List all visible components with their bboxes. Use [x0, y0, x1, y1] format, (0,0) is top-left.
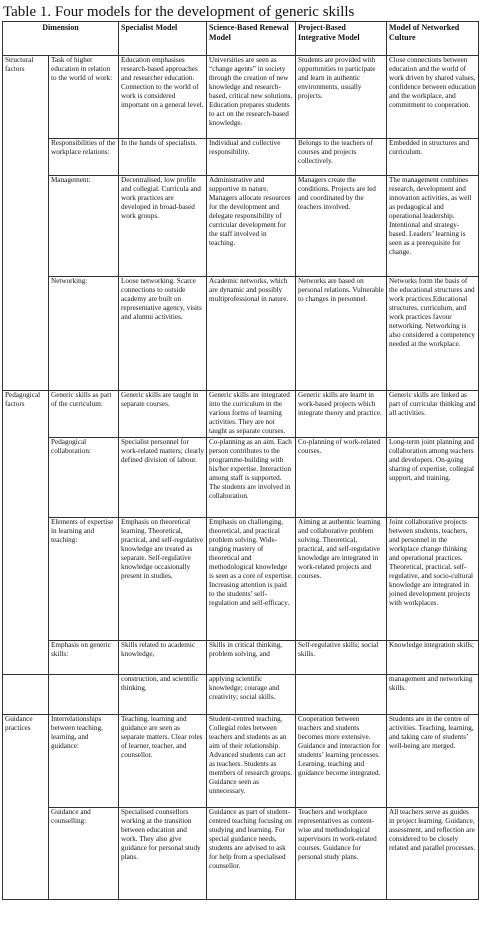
cell: In the hands of specialists.	[119, 139, 207, 176]
cell: Belongs to the teachers of courses and projects collectively.	[296, 139, 387, 176]
table-row	[3, 714, 479, 807]
header-science-based-renewal-model: Science-Based Renewal Model	[207, 22, 296, 56]
table-row	[3, 56, 479, 139]
cell: Education emphasises research-based approaches and researcher education. Connection to the world of work is considered important on a general level.	[119, 56, 207, 139]
cell: Emphasis on challenging, theoretical, and practical problem solving. Wide-ranging mastery of theoretical and methodological knowledge is seen as a core of expertise. Increasing attention is paid to the students’ self-regulation and self-efficacy.	[207, 518, 296, 641]
table-row	[3, 518, 479, 641]
models-table	[2, 21, 479, 900]
cell: Managers create the conditions. Projects are led and coordinated by the teachers involved.	[296, 176, 387, 277]
table-row	[3, 438, 479, 518]
header-row	[3, 22, 479, 56]
row-aspect: Interrelationships between teaching, learning, and guidance:	[49, 714, 119, 807]
cell: Generic skills are integrated into the curriculum in the various forms of learning activities. They are not taught as separate courses.	[207, 391, 296, 438]
cell: Student-centred teaching. Collegial roles between teachers and students as an aim of their relationship. Advanced students can act as teachers. Students as members of research groups. Guidance seen as unnecessary.	[207, 714, 296, 807]
group-label-guidance: Guidance practices	[3, 714, 49, 807]
row-aspect: Emphasis on generic skills:	[49, 641, 119, 668]
cell: Loose networking. Scarce connections to outside academy are built on representative agency, visits and alumni activities.	[119, 277, 207, 391]
table-row	[3, 641, 479, 668]
cell: Decentralised, low profile and collegial. Curricula and work practices are developed in broad-based work groups.	[119, 176, 207, 277]
header-specialist-model: Specialist Model	[119, 22, 207, 56]
table-row	[3, 277, 479, 391]
cell: Networks form the basis of the educational structures and work practices.Educational structures, curriculum, and work practices favour networking. Networking is also considered a competency needed at the workplace.	[387, 277, 479, 391]
cell: Embedded in structures and curriculum.	[387, 139, 479, 176]
cell: Close connections between education and the world of work driven by shared values, confidence between education and the workplace, and commitment to cooperation.	[387, 56, 479, 139]
cell: Long-term joint planning and collaboration among teachers and developers. On-going sharing of expertise, collegial support, and training.	[387, 438, 479, 518]
group-label-structural: Structural factors	[3, 56, 49, 139]
cell: Generic skills are learnt in work-based projects which integrate theory and practice.	[296, 391, 387, 438]
row-aspect: Networking:	[49, 277, 119, 391]
cell: construction, and scientific thinking.	[119, 674, 207, 714]
row-aspect: Generic skills as part of the curriculum:	[49, 391, 119, 438]
cell: Specialised counsellors working at the transition between education and work. They also give guidance for personal study plans.	[119, 807, 207, 899]
cell: All teachers serve as guides in project learning. Guidance, assessment, and reflection are considered to be closely related and parallel processes.	[387, 807, 479, 899]
cell: Generic skills are linked as part of curricular thinking and all activities.	[387, 391, 479, 438]
cell: Specialist personnel for work-related matters; clearly defined division of labour.	[119, 438, 207, 518]
cell: Teaching, learning and guidance are seen as separate matters. Clear roles of learner, teacher, and counsellor.	[119, 714, 207, 807]
cell: Generic skills are taught in separate courses.	[119, 391, 207, 438]
cell: Academic networks, which are dynamic and possibly multiprofessional in nature.	[207, 277, 296, 391]
table-row	[3, 391, 479, 438]
cell: Skills in critical thinking, problem solving, and	[207, 641, 296, 668]
header-project-based-integrative-model: Project-Based Integrative Model	[296, 22, 387, 56]
cell: The management combines research, development and innovation activities, as well as pedagogical and operational leadership. Intentional and strategy-based. Leaders’ learning is seen as a prerequisite for change.	[387, 176, 479, 277]
cell: management and networking skills.	[387, 674, 479, 714]
cell: Teachers and workplace representatives as content-wise and methodological supervisors in work-related courses. Guidance for personal study plans.	[296, 807, 387, 899]
cell: Self-regulative skills; social skills.	[296, 641, 387, 668]
table-row	[3, 807, 479, 899]
row-aspect: Pedagogical collaboration:	[49, 438, 119, 518]
table-row	[3, 139, 479, 176]
cell: Knowledge integration skills;	[387, 641, 479, 668]
cell: Universities are seen as “change agents” in society through the creation of new knowledge and research-based, critical new solutions. Education prepares students to act on the research-based knowledge.	[207, 56, 296, 139]
cell: applying scientific knowledge; courage and creativity; social skills.	[207, 674, 296, 714]
cell: Co-planning of work-related courses.	[296, 438, 387, 518]
cell: Individual and collective responsibility.	[207, 139, 296, 176]
row-aspect: Management:	[49, 176, 119, 277]
cell: Skills related to academic knowledge,	[119, 641, 207, 668]
header-dimension: Dimension	[3, 22, 119, 56]
cell	[296, 674, 387, 714]
row-aspect: Elements of expertise in learning and teaching:	[49, 518, 119, 641]
cell: Joint collaborative projects between students, teachers, and personnel in the workplace change thinking and operational practices. Theoretical, practical, self-regulative, and socio-cultural knowledge are integrated in joined development projects with workplaces.	[387, 518, 479, 641]
cell: Students are provided with opportunities to participate and learn in authentic environments, usually projects.	[296, 56, 387, 139]
cell: Guidance as part of student-centred teaching focusing on studying and learning. For special guidance needs, students are advised to ask for help from a specialised counsellor.	[207, 807, 296, 899]
cell: Networks are based on personal relations. Vulnerable to changes in personnel.	[296, 277, 387, 391]
cell: Students are in the centre of activities. Teaching, learning, and taking care of students’ well-being are merged.	[387, 714, 479, 807]
cell: Emphasis on theoretical learning. Theoretical, practical, and self-regulative knowledge are treated as separate. Self-regulative knowledge occasionally present in studies.	[119, 518, 207, 641]
row-aspect: Guidance and counselling:	[49, 807, 119, 899]
row-aspect: Responsibilities of the workplace relations:	[49, 139, 119, 176]
cell: Aiming at authentic learning and collaborative problem solving. Theoretical, practical, and self-regulative knowledge are integrated in work-related projects and courses.	[296, 518, 387, 641]
cell: Co-planning as an aim. Each person contributes to the programme-building with his/her expertise. Interaction among staff is supported. The students are involved in collaboration.	[207, 438, 296, 518]
cell: Administrative and supportive in nature. Managers allocate resources for the development and delegate responsibility of curricular development for the staff involved in teaching.	[207, 176, 296, 277]
table-row	[3, 176, 479, 277]
table-caption: Table 1. Four models for the development of generic skills	[3, 4, 355, 20]
group-label-pedagogical: Pedagogical factors	[3, 391, 49, 438]
cell: Cooperation between teachers and students becomes more extensive. Guidance and interaction for students’ learning processes. Learning, teaching and guidance become integrated.	[296, 714, 387, 807]
row-aspect: Task of higher education in relation to the world of work:	[49, 56, 119, 139]
table-row-continuation	[3, 674, 479, 714]
header-model-of-networked-culture: Model of Networked Culture	[387, 22, 479, 56]
